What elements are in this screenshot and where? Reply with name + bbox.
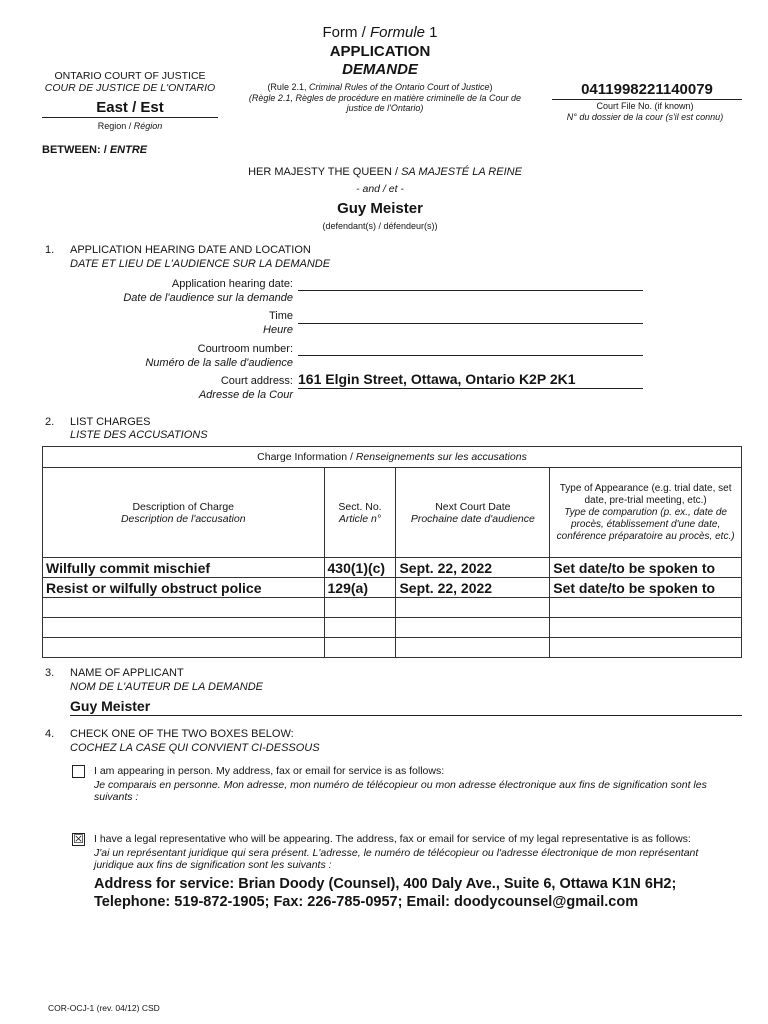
header-next-date-en: Next Court Date <box>435 500 511 513</box>
rule-en-a: (Rule 2.1, <box>267 82 309 92</box>
charge-section[interactable]: 129(a) <box>324 578 396 598</box>
option-in-person-fr: Je comparais en personne. Mon adresse, mon numéro de télécopieur ou mon adresse électronique aux fins de signification sont les suivants : <box>94 779 707 803</box>
header-appearance-type <box>550 468 742 558</box>
court-file-label-en: Court File No. (if known) <box>596 101 694 111</box>
defendant-label: (defendant(s) / défendeur(s)) <box>322 221 438 231</box>
charges-table-title <box>43 447 742 468</box>
time-label-en: Time <box>268 310 293 322</box>
form-title-fr: DEMANDE <box>342 61 418 78</box>
section-1-number: 1. <box>45 244 55 256</box>
charge-description[interactable] <box>43 638 325 658</box>
header-type-en: Type of Appearance (e.g. trial date, set date, pre-trial meeting, etc.) <box>559 482 732 506</box>
form-label-en: Form / <box>322 24 370 41</box>
section-2-title-fr: LISTE DES ACCUSATIONS <box>70 429 208 441</box>
section-2-number: 2. <box>45 416 55 428</box>
form-code: COR-OCJ-1 (rev. 04/12) CSD <box>48 1003 160 1013</box>
option-legal-rep-en: I have a legal representative who will be appearing. The address, fax or email for service of my legal representative is as follows: <box>94 833 691 845</box>
time-field[interactable] <box>298 309 643 324</box>
option-legal-rep-fr: J'ai un représentant juridique qui sera présent. L'adresse, le numéro de télécopieur ou l'adresse électronique de mon représentant juridique aux fins de signification sont les suivants : <box>94 847 699 871</box>
header-description <box>43 468 325 558</box>
defendant-name: Guy Meister <box>337 200 423 217</box>
table-title-en: Charge Information / <box>257 451 356 463</box>
courtroom-field[interactable] <box>298 341 643 356</box>
charges-table-title-row <box>43 447 742 468</box>
charge-section[interactable] <box>324 598 396 618</box>
legal-rep-checkbox[interactable]: ☒ <box>73 832 84 846</box>
header-next-date-fr: Prochaine date d'audience <box>410 512 535 525</box>
charge-next-date[interactable]: Sept. 22, 2022 <box>396 578 550 598</box>
header-section-fr: Article n° <box>338 512 382 525</box>
crown-fr: SA MAJESTÉ LA REINE <box>401 166 522 178</box>
court-file-label-fr: N° du dossier de la cour (s'il est connu) <box>566 112 724 122</box>
service-address-line-2[interactable]: Telephone: 519-872-1905; Fax: 226-785-0957; Email: doodycounsel@gmail.com <box>94 894 639 910</box>
charge-appearance-type[interactable] <box>550 618 742 638</box>
and-separator: - and / et - <box>356 183 404 195</box>
hearing-date-label-fr: Date de l'audience sur la demande <box>123 292 293 304</box>
section-1-title-en: APPLICATION HEARING DATE AND LOCATION <box>70 244 311 256</box>
charge-appearance-type[interactable] <box>550 598 742 618</box>
region-value: East / Est <box>42 99 218 118</box>
charge-section[interactable] <box>324 618 396 638</box>
charge-appearance-type[interactable] <box>550 638 742 658</box>
region-label-en: Region / <box>97 121 134 131</box>
charge-appearance-type[interactable]: Set date/to be spoken to <box>550 558 742 578</box>
region-label <box>42 121 218 131</box>
court-name-fr: COUR DE JUSTICE DE L'ONTARIO <box>44 82 216 94</box>
between-fr: ENTRE <box>109 144 148 156</box>
court-address-label-fr: Adresse de la Cour <box>198 389 293 401</box>
header-next-date <box>396 468 550 558</box>
courtroom-label-fr: Numéro de la salle d'audience <box>145 357 293 369</box>
rule-en-c: ) <box>489 82 493 92</box>
section-3-title-en: NAME OF APPLICANT <box>70 667 184 679</box>
form-label-fr: Formule <box>369 24 425 41</box>
form-title-en: APPLICATION <box>329 43 431 60</box>
service-address-line-1[interactable]: Address for service: Brian Doody (Counsel), 400 Daly Ave., Suite 6, Ottawa K1N 6H2; <box>94 876 677 892</box>
section-4-title-fr: COCHEZ LA CASE QUI CONVIENT CI-DESSOUS <box>70 742 320 754</box>
header-section <box>324 468 396 558</box>
between-label <box>42 144 147 157</box>
region-label-fr: Région <box>133 121 163 131</box>
header-description-fr: Description de l'accusation <box>120 512 246 525</box>
rule-en-b: Criminal Rules of the Ontario Court of Justice <box>308 82 490 92</box>
charge-section[interactable] <box>324 638 396 658</box>
between-en: BETWEEN: / <box>42 144 110 156</box>
form-number <box>280 24 480 41</box>
charge-next-date[interactable] <box>396 618 550 638</box>
charges-table <box>42 446 742 658</box>
charge-description[interactable] <box>43 598 325 618</box>
section-3-number: 3. <box>45 667 55 679</box>
table-row <box>43 578 742 598</box>
court-file-number: 0411998221140079 <box>552 81 742 100</box>
court-address-label-en: Court address: <box>220 375 293 387</box>
charge-description[interactable]: Wilfully commit mischief <box>43 558 325 578</box>
section-4-number: 4. <box>45 728 55 740</box>
section-2-title-en: LIST CHARGES <box>70 416 151 428</box>
rule-reference-en <box>245 82 515 92</box>
charge-description[interactable] <box>43 618 325 638</box>
form-num: 1 <box>425 24 438 41</box>
applicant-name[interactable]: Guy Meister <box>70 697 742 716</box>
court-address-value[interactable]: 161 Elgin Street, Ottawa, Ontario K2P 2K1 <box>298 371 643 389</box>
header-description-en: Description of Charge <box>132 500 235 513</box>
charge-next-date[interactable] <box>396 598 550 618</box>
hearing-date-field[interactable] <box>298 276 643 291</box>
charges-table-header-row <box>43 468 742 558</box>
crown-name <box>200 166 570 179</box>
charge-description[interactable]: Resist or wilfully obstruct police <box>43 578 325 598</box>
in-person-checkbox[interactable] <box>72 765 85 778</box>
hearing-date-label-en: Application hearing date: <box>171 278 293 290</box>
table-title-fr: Renseignements sur les accusations <box>355 451 527 463</box>
charge-next-date[interactable]: Sept. 22, 2022 <box>396 558 550 578</box>
section-3-title-fr: NOM DE L'AUTEUR DE LA DEMANDE <box>70 681 263 693</box>
charge-section[interactable]: 430(1)(c) <box>324 558 396 578</box>
section-4-title-en: CHECK ONE OF THE TWO BOXES BELOW: <box>70 728 294 740</box>
header-type-fr: Type de comparution (p. ex., date de procès, établissement d'une date, conférence préparatoire au procès, etc.) <box>556 506 735 542</box>
time-label-fr: Heure <box>263 324 293 336</box>
table-row <box>43 638 742 658</box>
rule-reference-fr: (Règle 2.1, Règles de procédure en matière criminelle de la Cour de justice de l'Ontario) <box>248 93 522 113</box>
court-name-en: ONTARIO COURT OF JUSTICE <box>54 70 206 82</box>
table-row <box>43 558 742 578</box>
courtroom-label-en: Courtroom number: <box>197 343 293 355</box>
charge-appearance-type[interactable]: Set date/to be spoken to <box>550 578 742 598</box>
option-in-person-en: I am appearing in person. My address, fax or email for service is as follows: <box>94 765 445 777</box>
section-1-title-fr: DATE ET LIEU DE L'AUDIENCE SUR LA DEMANDE <box>70 258 331 270</box>
table-row <box>43 598 742 618</box>
header-section-en: Sect. No. <box>338 500 382 513</box>
crown-en: HER MAJESTY THE QUEEN / <box>248 166 402 178</box>
charge-next-date[interactable] <box>396 638 550 658</box>
table-row <box>43 618 742 638</box>
